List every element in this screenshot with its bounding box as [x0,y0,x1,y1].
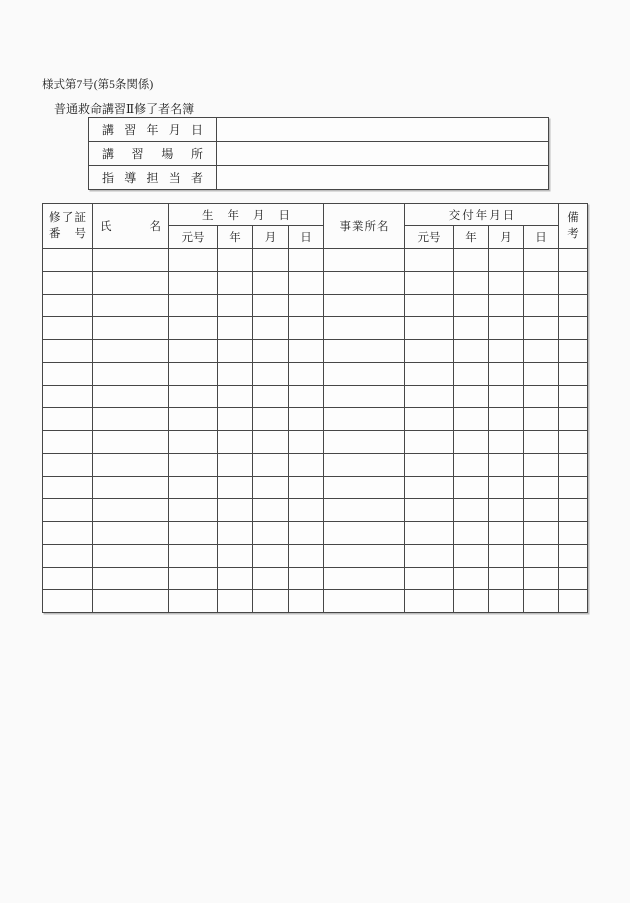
cell-issue-year [454,453,489,476]
cell-remarks [559,317,588,340]
cell-birth-era [169,476,218,499]
cell-issue-day [524,294,559,317]
header-name: 氏名 [93,204,169,249]
label-instructor: 指導担当者 [89,166,217,190]
cell-issue-year [454,544,489,567]
instructor-field [217,166,549,190]
cell-issue-day [524,590,559,613]
cell-office-name [324,499,405,522]
cell-birth-day [289,249,324,272]
cell-name [93,567,169,590]
cell-birth-day [289,340,324,363]
cell-remarks [559,294,588,317]
header-birth-day: 日 [289,226,324,249]
cell-certificate-number [43,453,93,476]
header-birth-month: 月 [253,226,289,249]
cell-issue-era [405,453,454,476]
cell-birth-year [218,499,253,522]
cell-remarks [559,385,588,408]
cell-issue-day [524,431,559,454]
cell-birth-era [169,590,218,613]
cell-issue-era [405,340,454,363]
cell-issue-day [524,476,559,499]
cell-name [93,431,169,454]
header-certificate-number: 修了証 番号 [43,204,93,249]
header-issue-date: 交付年月日 [405,204,559,226]
cell-certificate-number [43,408,93,431]
cell-office-name [324,453,405,476]
cell-birth-month [253,567,289,590]
cell-issue-month [489,249,524,272]
cell-birth-year [218,408,253,431]
cell-certificate-number [43,499,93,522]
roster-row [43,317,588,340]
cell-issue-month [489,499,524,522]
cell-birth-day [289,317,324,340]
cell-birth-month [253,408,289,431]
cell-office-name [324,294,405,317]
cell-remarks [559,544,588,567]
cell-issue-era [405,590,454,613]
roster-row [43,499,588,522]
cell-issue-era [405,544,454,567]
cell-birth-year [218,340,253,363]
cell-birth-year [218,544,253,567]
cell-issue-era [405,317,454,340]
cell-birth-era [169,453,218,476]
cell-birth-month [253,294,289,317]
cell-issue-year [454,271,489,294]
cell-birth-month [253,340,289,363]
cell-remarks [559,431,588,454]
cell-name [93,453,169,476]
cell-remarks [559,499,588,522]
cell-birth-day [289,453,324,476]
cell-birth-month [253,431,289,454]
cell-certificate-number [43,385,93,408]
cell-certificate-number [43,522,93,545]
cell-name [93,590,169,613]
cell-certificate-number [43,317,93,340]
cell-birth-era [169,340,218,363]
roster-row [43,522,588,545]
header-birth-year: 年 [218,226,253,249]
cell-issue-month [489,567,524,590]
cell-remarks [559,476,588,499]
roster-body [43,249,588,613]
header-office-name: 事業所名 [324,204,405,249]
cell-name [93,499,169,522]
info-row-course-date [89,118,549,142]
cell-office-name [324,567,405,590]
cell-birth-era [169,408,218,431]
cell-issue-era [405,408,454,431]
cell-issue-era [405,294,454,317]
cell-name [93,271,169,294]
cell-office-name [324,522,405,545]
cell-issue-month [489,294,524,317]
cell-birth-year [218,294,253,317]
cell-birth-day [289,362,324,385]
cell-issue-year [454,362,489,385]
cell-birth-day [289,385,324,408]
cell-birth-month [253,249,289,272]
roster-row [43,476,588,499]
cell-birth-day [289,294,324,317]
cell-name [93,317,169,340]
roster-row [43,362,588,385]
header-issue-day: 日 [524,226,559,249]
cell-issue-year [454,522,489,545]
cell-birth-month [253,317,289,340]
cell-birth-year [218,362,253,385]
cell-birth-era [169,249,218,272]
roster-row [43,294,588,317]
cell-name [93,544,169,567]
cell-birth-era [169,522,218,545]
cell-birth-month [253,522,289,545]
cell-birth-year [218,453,253,476]
cell-remarks [559,522,588,545]
cell-issue-year [454,476,489,499]
cell-issue-day [524,317,559,340]
cell-issue-month [489,431,524,454]
cell-office-name [324,408,405,431]
cell-birth-month [253,271,289,294]
cell-birth-month [253,385,289,408]
cell-certificate-number [43,271,93,294]
cell-birth-day [289,431,324,454]
cell-issue-era [405,271,454,294]
cell-remarks [559,340,588,363]
roster-row [43,453,588,476]
cell-office-name [324,385,405,408]
cell-issue-era [405,476,454,499]
roster-row [43,567,588,590]
cell-issue-era [405,431,454,454]
cell-issue-year [454,294,489,317]
cell-birth-era [169,544,218,567]
cell-issue-year [454,249,489,272]
cell-birth-era [169,362,218,385]
cell-birth-year [218,567,253,590]
cell-certificate-number [43,340,93,363]
cell-issue-day [524,522,559,545]
cell-certificate-number [43,476,93,499]
cell-birth-month [253,453,289,476]
cell-birth-era [169,385,218,408]
cell-office-name [324,249,405,272]
cell-issue-era [405,499,454,522]
cell-certificate-number [43,294,93,317]
cell-birth-era [169,294,218,317]
roster-row [43,271,588,294]
info-row-instructor [89,166,549,190]
cell-issue-day [524,567,559,590]
cell-birth-day [289,567,324,590]
cell-issue-day [524,362,559,385]
cell-issue-year [454,499,489,522]
label-course-date: 講習年月日 [89,118,217,142]
cell-certificate-number [43,567,93,590]
cell-issue-day [524,385,559,408]
cell-issue-year [454,567,489,590]
cell-birth-month [253,362,289,385]
cell-issue-era [405,249,454,272]
cell-name [93,408,169,431]
cell-remarks [559,453,588,476]
cell-issue-month [489,340,524,363]
cell-birth-era [169,499,218,522]
cell-issue-day [524,249,559,272]
cell-issue-era [405,522,454,545]
cell-issue-day [524,544,559,567]
cell-birth-day [289,408,324,431]
cell-birth-era [169,271,218,294]
cell-name [93,362,169,385]
cell-remarks [559,408,588,431]
cell-remarks [559,567,588,590]
cell-remarks [559,271,588,294]
cell-certificate-number [43,590,93,613]
cell-issue-year [454,590,489,613]
cell-office-name [324,317,405,340]
cell-office-name [324,340,405,363]
cell-remarks [559,590,588,613]
course-date-field [217,118,549,142]
cell-office-name [324,362,405,385]
cell-issue-month [489,476,524,499]
cell-issue-day [524,271,559,294]
cell-remarks [559,362,588,385]
cell-issue-month [489,408,524,431]
form-number: 様式第7号(第5条関係) [42,79,154,91]
cell-issue-month [489,453,524,476]
cell-name [93,340,169,363]
cell-office-name [324,544,405,567]
cell-issue-era [405,567,454,590]
cell-birth-year [218,317,253,340]
cell-office-name [324,476,405,499]
header-issue-year: 年 [454,226,489,249]
cell-issue-day [524,340,559,363]
cell-issue-day [524,408,559,431]
cell-birth-day [289,544,324,567]
roster-row [43,431,588,454]
cell-issue-month [489,317,524,340]
cell-name [93,249,169,272]
roster-row [43,249,588,272]
cell-office-name [324,271,405,294]
cell-birth-month [253,590,289,613]
header-birth-date: 生年月日 [169,204,324,226]
header-birth-era: 元号 [169,226,218,249]
cell-birth-day [289,499,324,522]
cell-birth-year [218,590,253,613]
roster-row [43,408,588,431]
cell-issue-year [454,431,489,454]
cell-birth-year [218,522,253,545]
header-issue-era: 元号 [405,226,454,249]
cell-issue-month [489,271,524,294]
header-remarks: 備 考 [559,204,588,249]
cell-birth-day [289,271,324,294]
cell-birth-year [218,249,253,272]
cell-name [93,385,169,408]
roster-table [42,203,588,613]
cell-birth-month [253,476,289,499]
page-title: 普通救命講習Ⅱ修了者名簿 [54,102,195,116]
cell-issue-month [489,362,524,385]
cell-birth-day [289,522,324,545]
cell-birth-era [169,567,218,590]
cell-remarks [559,249,588,272]
cell-issue-day [524,499,559,522]
cell-certificate-number [43,249,93,272]
cell-issue-month [489,522,524,545]
cell-office-name [324,431,405,454]
roster-row [43,544,588,567]
cell-issue-year [454,317,489,340]
info-row-course-location [89,142,549,166]
cell-birth-day [289,476,324,499]
roster-row [43,340,588,363]
cell-issue-era [405,385,454,408]
cell-birth-month [253,544,289,567]
cell-issue-month [489,544,524,567]
cell-issue-day [524,453,559,476]
cell-birth-year [218,271,253,294]
cell-certificate-number [43,431,93,454]
cell-birth-day [289,590,324,613]
cell-issue-year [454,385,489,408]
course-info-table [88,117,549,190]
label-course-location: 講習場所 [89,142,217,166]
cell-name [93,294,169,317]
cell-birth-year [218,476,253,499]
roster-row [43,590,588,613]
cell-birth-era [169,317,218,340]
cell-issue-era [405,362,454,385]
cell-birth-year [218,431,253,454]
cell-issue-year [454,408,489,431]
cell-issue-month [489,590,524,613]
cell-issue-year [454,340,489,363]
roster-row [43,385,588,408]
cell-office-name [324,590,405,613]
course-location-field [217,142,549,166]
cell-name [93,476,169,499]
cell-name [93,522,169,545]
cell-issue-month [489,385,524,408]
header-issue-month: 月 [489,226,524,249]
cell-birth-year [218,385,253,408]
cell-certificate-number [43,362,93,385]
cell-birth-month [253,499,289,522]
cell-certificate-number [43,544,93,567]
cell-birth-era [169,431,218,454]
